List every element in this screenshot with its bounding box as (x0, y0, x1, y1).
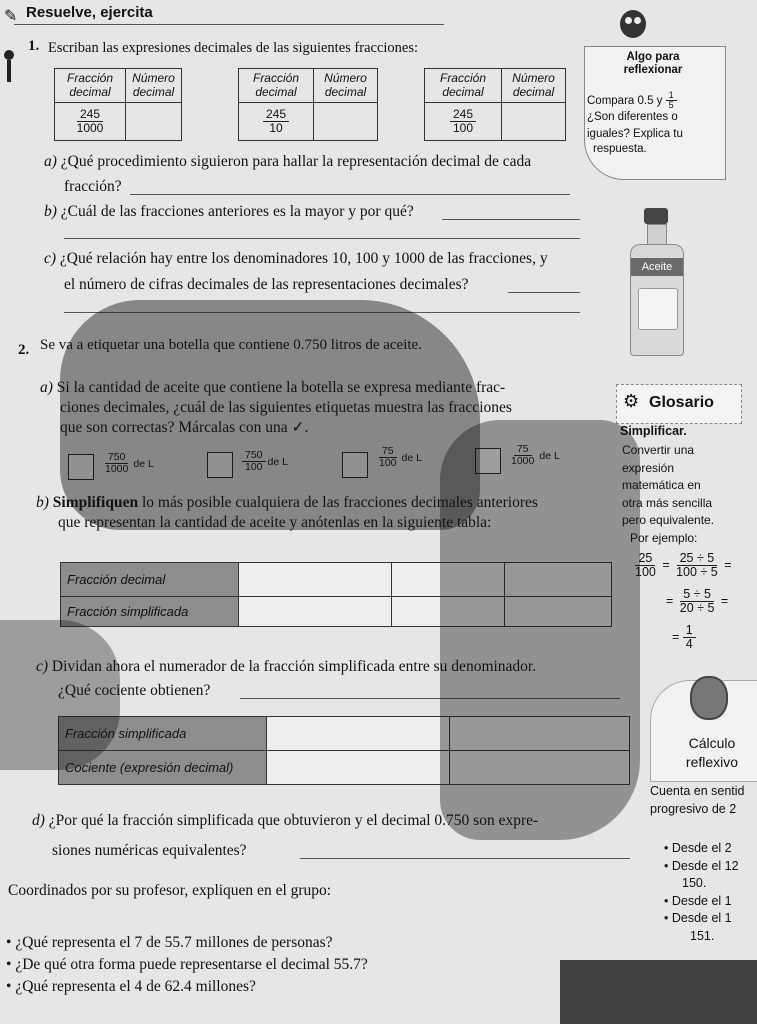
brain-icon (690, 676, 728, 720)
label-option-2: $\frac{750}{100}$ de L (242, 450, 288, 473)
calculo-intro: Cuenta en sentid progresivo de 2 (650, 784, 745, 816)
photo-shadow (0, 620, 120, 770)
answer-line[interactable] (300, 858, 630, 859)
exercise-2-prompt: Se va a etiquetar una botella que contiene 0.750 litros de aceite. (40, 337, 422, 353)
list-item: • ¿De qué otra forma puede representarse el decimal 55.7? (6, 956, 368, 973)
reflexion-line4: respuesta. (593, 143, 647, 155)
ex2-question-c-cont: ¿Qué cociente obtienen? (58, 682, 211, 699)
photo-shadow (560, 960, 757, 1024)
label-option-1: $\frac{750}{1000}$ de L (105, 451, 154, 476)
row-label-fraccion-simplificada: Fracción simplificada (59, 717, 267, 751)
table-header-numero: Número decimal (126, 69, 182, 103)
row-label-fraccion-decimal: Fracción decimal (61, 563, 239, 597)
photo-shadow (60, 300, 480, 530)
bottle-cap (644, 208, 668, 224)
reflexion-title: Algo para reflexionar (623, 51, 683, 77)
label-option-3: $\frac{75}{100}$ de L (379, 445, 422, 470)
list-item: • Desde el 2 (664, 841, 732, 855)
label-option-4: $\frac{75}{1000}$ de L (511, 443, 560, 468)
row-label-cociente: Cociente (expresión decimal) (59, 751, 267, 785)
glosario-example-label: Por ejemplo: (630, 531, 698, 545)
bottle-label: Aceite (631, 258, 683, 276)
table-header-fraccion: Fracción decimal (239, 69, 314, 103)
decimal-answer-cell[interactable] (126, 103, 182, 141)
group-list (6, 932, 368, 998)
bottle-illustration (628, 208, 686, 356)
brain-gear-icon: ⚙ (623, 391, 640, 411)
ex1-question-a-cont: fracción? (64, 178, 122, 195)
ex1-question-c-cont: el número de cifras decimales de las representaciones decimales? (64, 276, 469, 293)
fraction-table-2 (238, 68, 378, 141)
glosario-title: Glosario (649, 394, 714, 411)
group-title: Coordinados por su profesor, expliquen en el grupo: (8, 882, 332, 899)
answer-cell[interactable] (239, 597, 392, 627)
exercise-1-prompt: Escriban las expresiones decimales de las siguientes fracciones: (48, 40, 419, 56)
glosario-example: $\frac{25}{100}$ = $\frac{25 \div 5}{100 \div 5}$ = = $\frac{5 \div 5}{20 \div 5}$ = = $\frac{1}{4}$ (635, 551, 732, 652)
fraction-table-3 (424, 68, 566, 141)
reflexion-line3: iguales? Explica tu (587, 128, 683, 140)
answer-line[interactable] (508, 292, 580, 293)
fraction-cell: $\frac{245}{10}$ (239, 103, 314, 141)
fraction-table-1 (54, 68, 182, 141)
fraction-cell: $\frac{245}{1000}$ (55, 103, 126, 141)
answer-cell[interactable] (239, 563, 392, 597)
list-item: 151. (690, 928, 715, 943)
ex1-question-a: a) ¿Qué procedimiento siguieron para hallar la representación decimal de cada (44, 153, 532, 170)
fraction-cell: $\frac{245}{100}$ (425, 103, 502, 141)
answer-cell[interactable] (267, 751, 450, 785)
table-header-numero: Número decimal (314, 69, 378, 103)
photo-shadow (440, 420, 640, 840)
glosario-definition: Convertir una expresión matemática en otra más sencilla pero equivalente. (622, 443, 715, 527)
calculo-title: Cálculo reflexivo (685, 735, 739, 770)
ex2-question-d-cont: siones numéricas equivalentes? (52, 842, 247, 859)
owl-icon (620, 10, 646, 38)
list-item: • ¿Qué representa el 7 de 55.7 millones de personas? (6, 934, 333, 951)
list-item: • Desde el 1 (664, 911, 732, 925)
answer-line[interactable] (64, 238, 580, 239)
list-item: • Desde el 1 (664, 893, 732, 908)
glosario-term: Simplificar. (620, 424, 687, 438)
exercise-2-number: 2. (18, 342, 30, 358)
decimal-answer-cell[interactable] (502, 103, 566, 141)
reflexion-line2: ¿Son diferentes o (587, 111, 678, 123)
reflexion-line1: Compara 0.5 y $\frac{1}{5}$ (587, 91, 677, 111)
decimal-answer-cell[interactable] (314, 103, 378, 141)
student-icon (2, 50, 16, 84)
list-item: 150. (682, 876, 707, 890)
reflexion-box (584, 46, 726, 180)
list-item: • Desde el 12 (664, 858, 739, 873)
ex2-question-b: b) Simplifiquen lo más posible cualquiera de las fracciones decimales anteriores que representan la cantidad de aceite y anótenlas en la siguiente tabla: (36, 494, 538, 531)
section-title: Resuelve, ejercita (26, 4, 153, 21)
bottle-label-sticker (638, 288, 678, 330)
calculo-list (664, 840, 739, 945)
section-title-rule (14, 24, 444, 25)
answer-cell[interactable] (267, 717, 450, 751)
table-header-fraccion: Fracción decimal (425, 69, 502, 103)
table-header-numero: Número decimal (502, 69, 566, 103)
glosario-box (616, 384, 742, 424)
table-header-fraccion: Fracción decimal (55, 69, 126, 103)
answer-line[interactable] (442, 219, 580, 220)
answer-line[interactable] (130, 194, 570, 195)
ex2-question-c: c) Dividan ahora el numerador de la fracción simplificada entre su denominador. (36, 658, 537, 675)
ex2-question-d: d) ¿Por qué la fracción simplificada que obtuvieron y el decimal 0.750 son expre- (32, 812, 539, 829)
row-label-fraccion-simplificada: Fracción simplificada (61, 597, 239, 627)
list-item: • ¿Qué representa el 4 de 62.4 millones? (6, 978, 256, 995)
ex1-question-b: b) ¿Cuál de las fracciones anteriores es la mayor y por qué? (44, 203, 414, 220)
exercise-1-number: 1. (28, 38, 40, 54)
ex2-question-a: a) Si la cantidad de aceite que contiene la botella se expresa mediante frac- ciones decimales, ¿cuál de las siguientes etiquetas muestra las fracciones que son correctas? Márcalas con una ✓. (40, 379, 512, 436)
pencil-icon: ✎ (4, 8, 18, 25)
ex1-question-c: c) ¿Qué relación hay entre los denominadores 10, 100 y 1000 de las fracciones, y (44, 250, 548, 267)
